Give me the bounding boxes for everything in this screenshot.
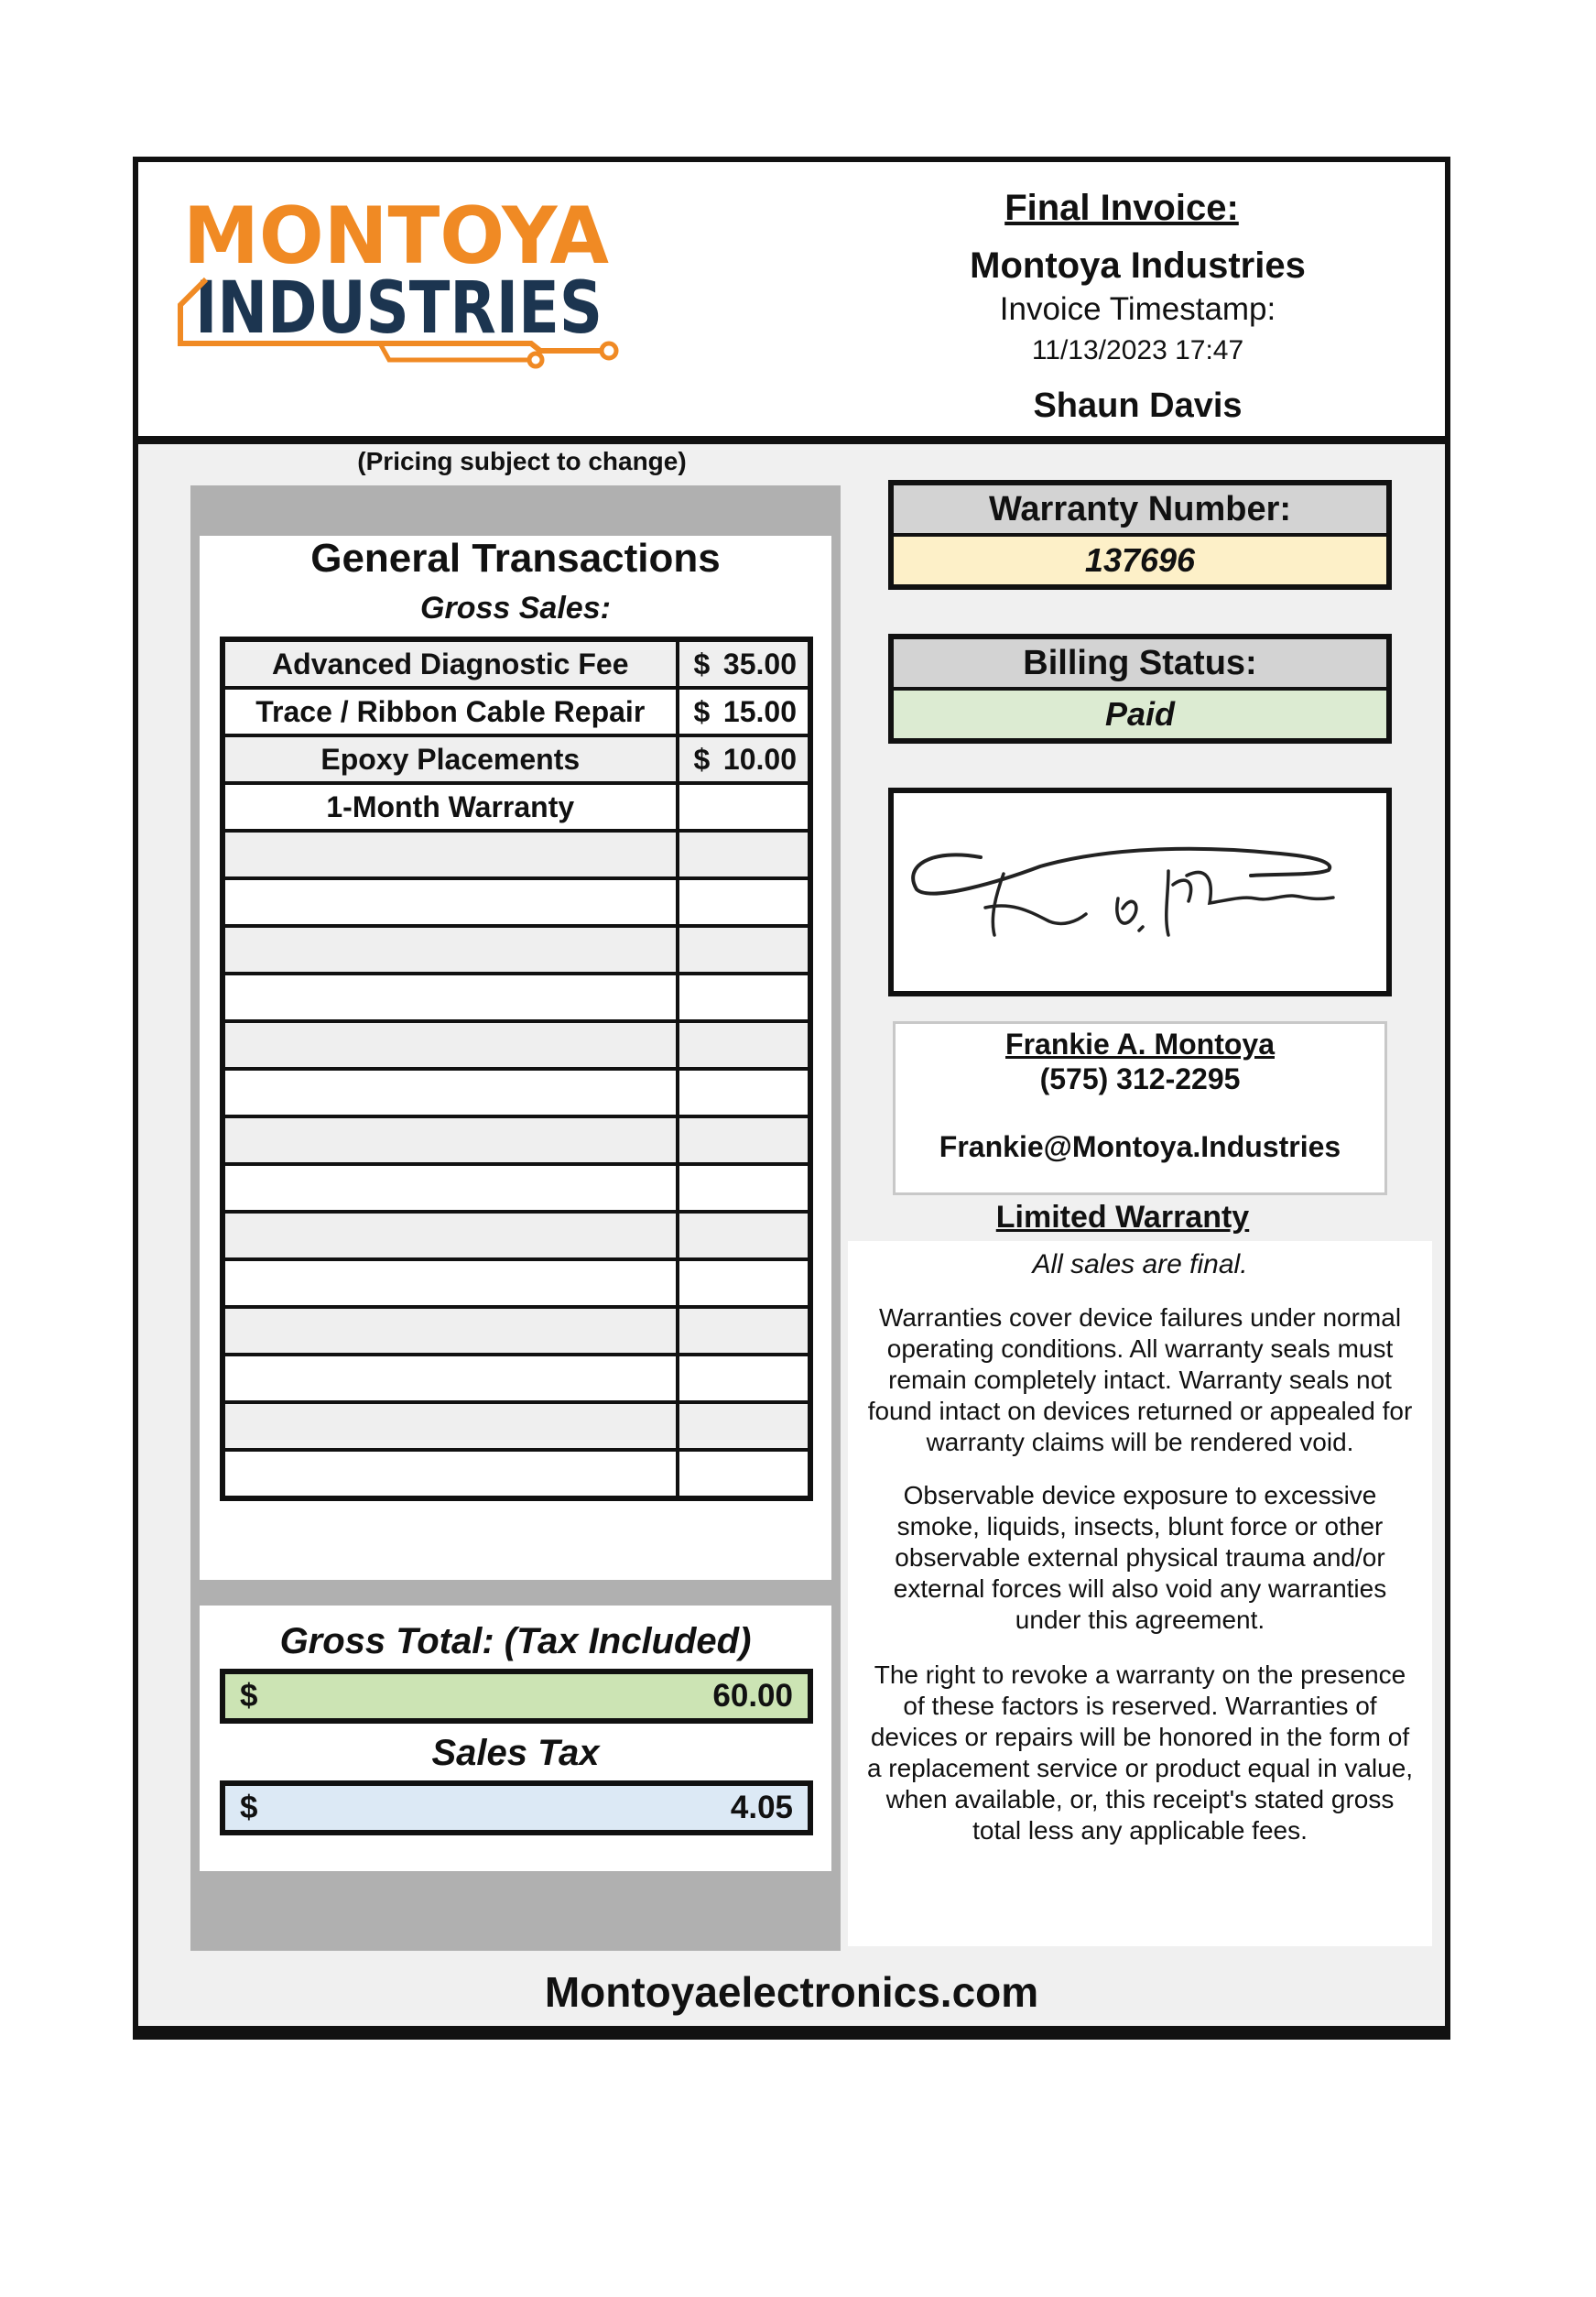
- transaction-amount-cell: [678, 1212, 810, 1259]
- logo-line2: INDUSTRIES: [195, 267, 603, 350]
- transaction-row: [223, 639, 810, 688]
- transaction-amount-cell: [678, 1021, 810, 1069]
- sales-tax-value: 4.05: [730, 1790, 793, 1825]
- transaction-row: [223, 1450, 810, 1498]
- contact-name[interactable]: Frankie A. Montoya: [1005, 1028, 1275, 1061]
- transaction-amount-cell: [678, 688, 810, 735]
- warranty-paragraph-3: The right to revoke a warranty on the presence of these factors is reserved. Warranties of devices or repairs will be honored in the form of a replacement service or product equal in value, when available, or, this receipt's stated gross total less any applicable fees.: [866, 1660, 1414, 1845]
- transaction-currency: $: [693, 742, 711, 776]
- contact-email: Frankie@Montoya.Industries: [939, 1130, 1341, 1163]
- timestamp-label: Invoice Timestamp:: [999, 291, 1276, 327]
- transaction-row: [223, 926, 810, 974]
- transaction-description: [223, 831, 678, 878]
- invoice-title: Final Invoice:: [1004, 188, 1239, 228]
- transaction-row: [223, 1402, 810, 1450]
- transaction-description: [223, 878, 678, 926]
- billing-status-label: Billing Status:: [894, 639, 1386, 691]
- transaction-description: Advanced Diagnostic Fee: [223, 639, 678, 688]
- transaction-amount-cell: [678, 1069, 810, 1116]
- transaction-row: [223, 1116, 810, 1164]
- transactions-table: [220, 637, 813, 1501]
- transaction-amount: 10.00: [722, 742, 797, 776]
- transaction-amount-cell: [678, 1259, 810, 1307]
- transaction-description: [223, 1116, 678, 1164]
- transaction-amount-cell: [678, 878, 810, 926]
- transaction-amount-cell: [678, 735, 810, 783]
- logo-line1: MONTOYA: [183, 191, 610, 282]
- header-divider: [133, 436, 1450, 444]
- transaction-row: [223, 1259, 810, 1307]
- transaction-amount: 35.00: [722, 647, 797, 680]
- transaction-description: [223, 1259, 678, 1307]
- handwritten-signature: [894, 793, 1386, 991]
- transaction-row: [223, 878, 810, 926]
- transaction-description: [223, 1021, 678, 1069]
- transactions-title: General Transactions: [310, 536, 721, 581]
- transaction-row: [223, 1164, 810, 1212]
- company-name: Montoya Industries: [970, 245, 1306, 286]
- transaction-description: [223, 926, 678, 974]
- gross-total-label: Gross Total: (Tax Included): [279, 1621, 752, 1661]
- limited-warranty-title: Limited Warranty: [995, 1200, 1250, 1235]
- sales-tax-currency: $: [240, 1790, 258, 1825]
- warranty-paragraph-2: Observable device exposure to excessive smoke, liquids, insects, blunt force or other observable external physical trauma and/or external forces will also void any warranties under this agreement.: [893, 1481, 1387, 1634]
- billing-status-block: [888, 634, 1392, 744]
- transaction-amount-cell: [678, 639, 810, 688]
- montoya-industries-logo: [169, 188, 646, 371]
- transaction-amount-cell: [678, 1402, 810, 1450]
- gross-total-box: [220, 1669, 813, 1724]
- transaction-row: [223, 1212, 810, 1259]
- transaction-amount-cell: [678, 974, 810, 1021]
- transaction-amount: 15.00: [722, 694, 797, 728]
- transaction-row: [223, 1069, 810, 1116]
- all-sales-final-note: All sales are final.: [1032, 1249, 1248, 1279]
- transaction-amount-cell: [678, 1116, 810, 1164]
- transaction-description: [223, 1355, 678, 1402]
- warranty-number-label: Warranty Number:: [894, 485, 1386, 537]
- gross-total-value: 60.00: [712, 1678, 793, 1714]
- transaction-row: [223, 974, 810, 1021]
- transaction-row: [223, 688, 810, 735]
- invoice-timestamp: 11/13/2023 17:47: [1031, 335, 1244, 365]
- transaction-description: 1-Month Warranty: [223, 783, 678, 831]
- sales-tax-box: [220, 1780, 813, 1835]
- transaction-amount-cell: [678, 1307, 810, 1355]
- transaction-description: [223, 1307, 678, 1355]
- transaction-row: [223, 735, 810, 783]
- transaction-amount-cell: [678, 1355, 810, 1402]
- transaction-description: Epoxy Placements: [223, 735, 678, 783]
- transaction-description: [223, 1450, 678, 1498]
- transaction-description: [223, 974, 678, 1021]
- warranty-number-value: 137696: [894, 537, 1386, 584]
- transaction-amount-cell: [678, 926, 810, 974]
- signature-box: [888, 788, 1392, 996]
- transaction-row: [223, 831, 810, 878]
- warranty-number-block: [888, 480, 1392, 590]
- transaction-amount-cell: [678, 1164, 810, 1212]
- contact-phone: (575) 312-2295: [1039, 1062, 1241, 1095]
- website-link[interactable]: Montoyaelectronics.com: [544, 1968, 1039, 2016]
- customer-name: Shaun Davis: [1033, 386, 1243, 425]
- sales-tax-label: Sales Tax: [431, 1733, 600, 1773]
- transaction-amount-cell: [678, 783, 810, 831]
- transaction-description: [223, 1212, 678, 1259]
- transaction-row: [223, 1307, 810, 1355]
- warranty-paragraph-1: Warranties cover device failures under normal operating conditions. All warranty seals must remain completely intact. Warranty seals not found intact on devices returned or appealed for warranty claims will be rendered void.: [867, 1303, 1413, 1456]
- transaction-description: [223, 1402, 678, 1450]
- pricing-note: (Pricing subject to change): [357, 447, 687, 475]
- billing-status-value: Paid: [894, 691, 1386, 738]
- transaction-row: [223, 1021, 810, 1069]
- transaction-currency: $: [693, 647, 711, 680]
- transaction-currency: $: [693, 694, 711, 728]
- transaction-description: Trace / Ribbon Cable Repair: [223, 688, 678, 735]
- gross-sales-label: Gross Sales:: [420, 591, 611, 626]
- transaction-description: [223, 1069, 678, 1116]
- gross-total-currency: $: [240, 1678, 258, 1714]
- transaction-description: [223, 1164, 678, 1212]
- transaction-amount-cell: [678, 1450, 810, 1498]
- transaction-row: [223, 783, 810, 831]
- transaction-amount-cell: [678, 831, 810, 878]
- footer-divider: [133, 2026, 1450, 2040]
- transaction-row: [223, 1355, 810, 1402]
